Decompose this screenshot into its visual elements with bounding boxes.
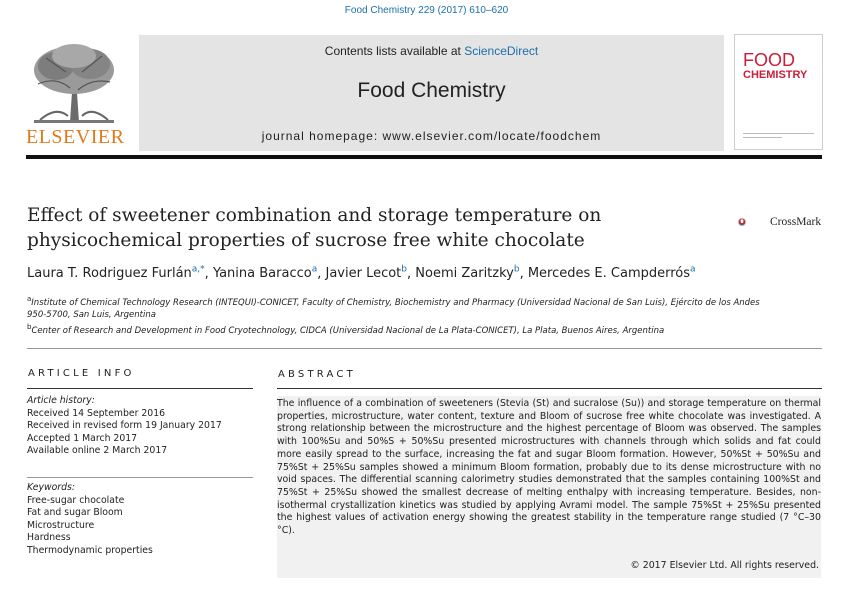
article-history	[27, 395, 247, 458]
author-list: Laura T. Rodriguez Furlán$^{a,*}$, Yanina Baracco$^a$, Javier Lecot$^b$, Noemi Zaritzky$^b$, Mercedes E. Campderrós$^a$	[27, 265, 696, 282]
crossmark-label[interactable]: CrossMark	[770, 216, 822, 228]
section-divider	[27, 348, 822, 349]
abstract-body	[277, 396, 821, 578]
history-item: Accepted 1 March 2017	[27, 432, 138, 444]
history-item: Received 14 September 2016	[27, 407, 166, 419]
keyword: Hardness	[27, 532, 71, 543]
keywords-rule	[27, 477, 253, 478]
cover-title	[743, 51, 807, 81]
journal-title: Food Chemistry	[357, 79, 506, 102]
journal-homepage[interactable]: journal homepage: www.elsevier.com/locate/foodchem	[261, 129, 602, 143]
keyword: Thermodynamic properties	[27, 544, 153, 556]
author[interactable]: Javier Lecot$^b$	[325, 265, 407, 282]
abstract-heading: ABSTRACT	[278, 369, 356, 380]
author[interactable]: Laura T. Rodriguez Furlán$^{a,*}$	[27, 265, 205, 282]
history-item: Received in revised form 19 January 2017	[27, 420, 222, 431]
crossmark-icon[interactable]	[737, 207, 767, 237]
cover-title-line1: FOOD	[743, 50, 795, 70]
abstract-rule	[277, 388, 822, 389]
cover-title-line2: CHEMISTRY	[743, 69, 808, 81]
contents-available-line	[139, 44, 724, 58]
keyword: Free-sugar chocolate	[27, 494, 125, 506]
author[interactable]: Yanina Baracco$^a$	[212, 265, 318, 282]
affiliation-a: $^a$Institute of Chemical Technology Research (INTEQUI)-CONICET, Faculty of Chemistry, Biochemistry and Pharmacy (Universidad Nacional de San Luis), Ejército de los Andes 950-5700, San Luis, Argentina	[27, 295, 760, 320]
keyword: Fat and sugar Bloom	[27, 507, 123, 518]
copyright-notice: © 2017 Elsevier Ltd. All rights reserved.	[630, 560, 819, 571]
history-label: Article history:	[27, 395, 95, 406]
cover-divider	[743, 133, 814, 134]
author[interactable]: Noemi Zaritzky$^b$	[415, 265, 520, 282]
keywords-label: Keywords:	[27, 482, 75, 493]
cover-divider	[743, 137, 782, 138]
header-rule	[26, 155, 822, 159]
author[interactable]: Mercedes E. Campderrós$^a$	[527, 265, 696, 282]
contents-prefix: Contents lists available at	[324, 44, 465, 58]
article-title-line2: physicochemical properties of sucrose free white chocolate	[27, 230, 585, 251]
article-title	[27, 203, 707, 253]
elsevier-wordmark: ELSEVIER	[26, 126, 125, 148]
keyword: Microstructure	[27, 519, 95, 531]
article-info-heading: ARTICLE INFO	[28, 368, 135, 379]
history-item: Available online 2 March 2017	[27, 445, 168, 456]
abstract-text: The influence of a combination of sweeteners (Stevia (St) and sucralose (Su)) and storage temperature on thermal properties, microstructure, water content, texture and Bloom of sucrose free white chocolate was investigated. A strong relationship between the microstructure and the highest percentage of Bloom was observed. The samples with 100%Su and 50%S + 50%Su presented microstructures with channels through which solids and fat could more easily spread to the surface, increasing the fat and sugar Bloom formation. However, 50%St + 50%Su and 75%St + 25%Su samples showed a minimum Bloom formation, probably due to its dense microstructure with no void spaces. The differential scanning calorimetry studies demonstrated that the samples containing 100%St and 75%St + 25%Su showed the smallest decrease of melting enthalpy with increasing temperature. Besides, non-isothermal crystallization kinetics was studied by applying Avrami model. The sample 75%St + 25%Su presented the highest values of activation energy showing the greatest stability in the temperature range studied (7 °C–30 °C).	[277, 398, 821, 537]
journal-citation-link[interactable]: Food Chemistry 229 (2017) 610–620	[344, 5, 509, 16]
article-title-line1: Effect of sweetener combination and storage temperature on	[27, 205, 602, 226]
sciencedirect-link[interactable]: ScienceDirect	[464, 44, 539, 58]
journal-cover-thumbnail[interactable]	[734, 34, 823, 150]
journal-header-band	[139, 35, 724, 151]
article-info-rule	[27, 388, 253, 389]
affiliation-b: $^b$Center of Research and Development in Food Cryotechnology, CIDCA (Universidad Nacional de La Plata-CONICET), La Plata, Buenos Aires, Argentina	[27, 323, 665, 336]
keywords	[27, 482, 247, 557]
